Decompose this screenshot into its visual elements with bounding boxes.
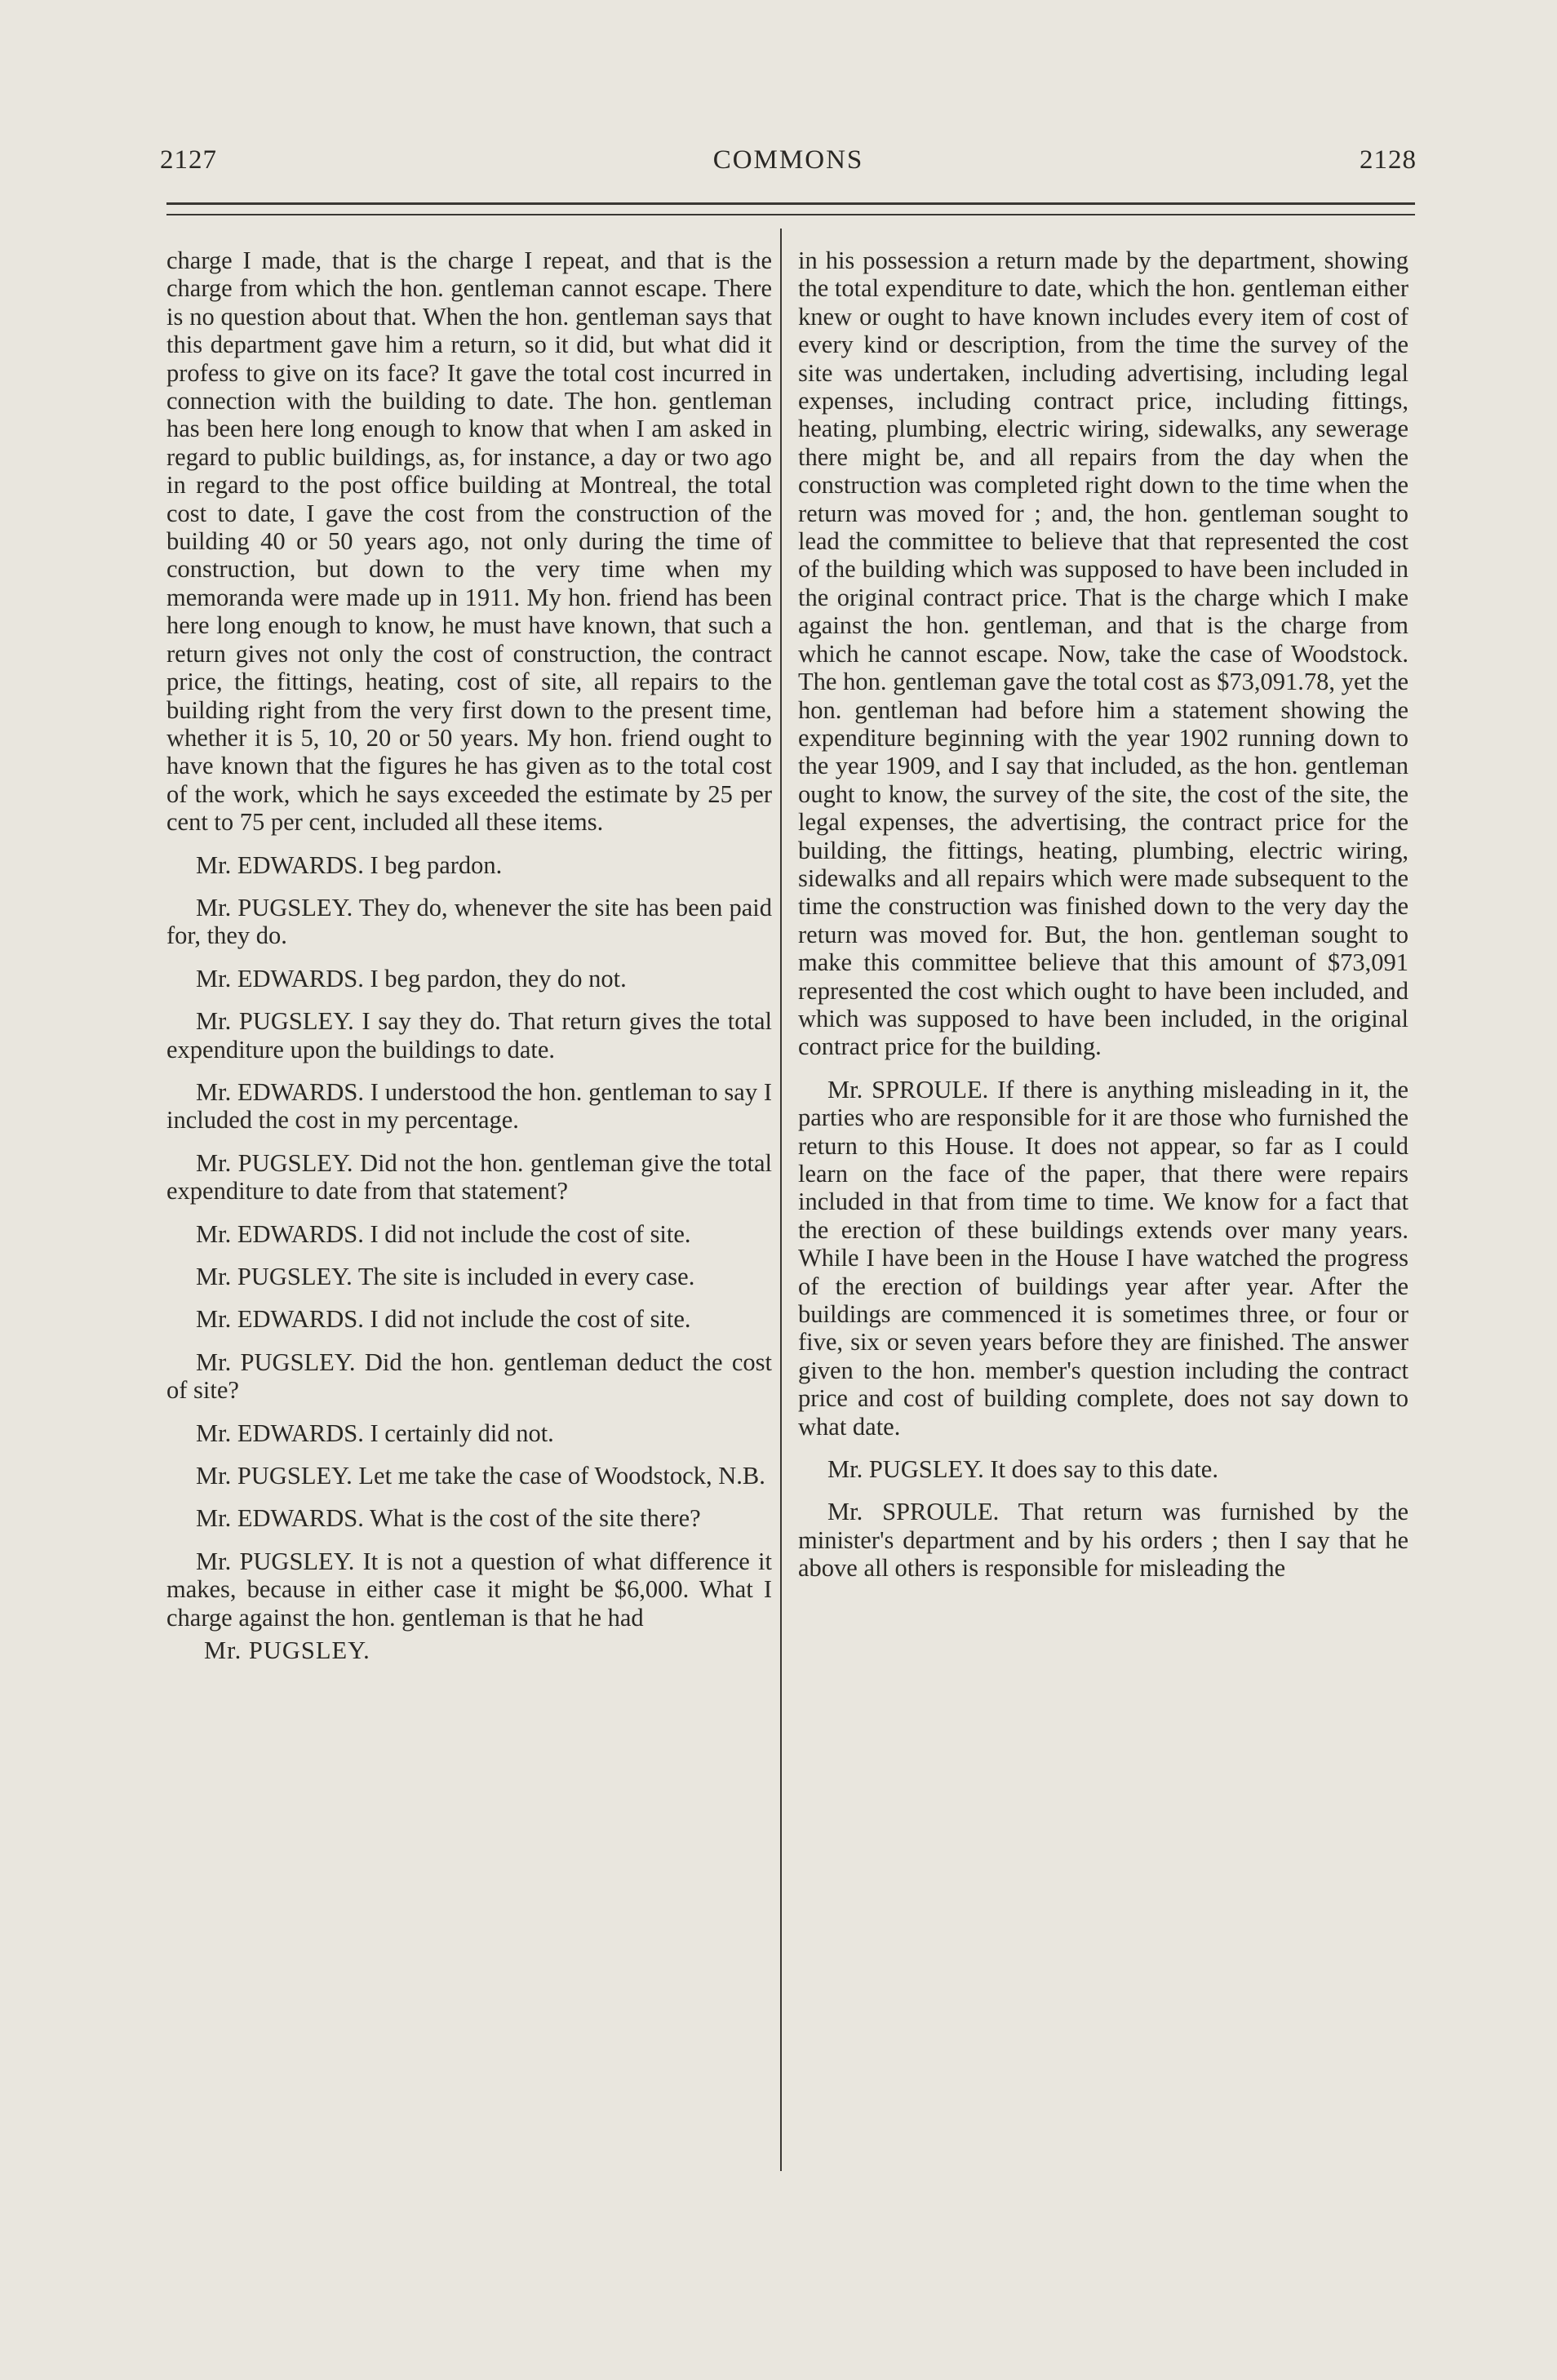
paragraph: Mr. PUGSLEY. Did not the hon. gentleman give the total expenditure to date from that statement? xyxy=(166,1148,772,1206)
paragraph: Mr. PUGSLEY. It does say to this date. xyxy=(827,1455,1218,1484)
paragraph: Mr. PUGSLEY. I say they do. That return gives the total expenditure upon the buildings to date. xyxy=(166,1007,772,1063)
header-rule-bottom xyxy=(166,214,1415,215)
page-title: COMMONS xyxy=(712,145,864,175)
paragraph: Mr. PUGSLEY. The site is included in every case. xyxy=(196,1263,695,1290)
paragraph: Mr. EDWARDS. I certainly did not. xyxy=(196,1419,554,1447)
page-number-left: 2127 xyxy=(160,145,217,175)
paragraph: Mr. EDWARDS. I did not include the cost of site. xyxy=(196,1305,691,1334)
paragraph: Mr. PUGSLEY. It is not a question of what difference it makes, because in either case it might be $6,000. What I charge against the hon. gentleman is that he had xyxy=(166,1547,772,1632)
paragraph: charge I made, that is the charge I repeat, and that is the charge from which the hon. gentleman cannot escape. There is no question about that. When the hon. gentleman says that this department gave him a return, so it did, but what did it profess to give on its face? It gave the total cost incurred in connection with the building to date. The hon. gentleman has been here long enough to know that when I am asked in regard to public buildings, as, for instance, a day or two ago in regard to the post office building at Montreal, the total cost to date, I gave the cost from the construction of the building 40 or 50 years ago, not only during the time of construction, but down to the very time when my memoranda were made up in 1911. My hon. friend has been here long enough to know, he must have known, that such a return gives not only the cost of construction, the contract price, the fittings, heating, cost of site, all repairs to the building right from the very first down to the present time, whether it is 5, 10, 20 or 50 years. My hon. friend ought to have known that the figures he has given as to the total cost of the work, which he says exceeded the estimate by 25 per cent to 75 per cent, included all these items. xyxy=(166,246,772,837)
paragraph: Mr. PUGSLEY. Did the hon. gentleman deduct the cost of site? xyxy=(166,1348,772,1405)
paragraph: Mr. EDWARDS. I beg pardon. xyxy=(196,850,503,879)
paragraph: Mr. PUGSLEY. Let me take the case of Woodstock, N.B. xyxy=(196,1462,765,1490)
right-column xyxy=(798,246,1408,1597)
running-header xyxy=(160,145,1417,186)
paragraph: Mr. EDWARDS. I did not include the cost of site. xyxy=(196,1219,691,1248)
paragraph: Mr. EDWARDS. I understood the hon. gentleman to say I included the cost in my percentage. xyxy=(166,1077,772,1134)
paragraph: Mr. EDWARDS. I beg pardon, they do not. xyxy=(196,964,627,992)
paragraph: Mr. SPROULE. If there is anything misleading in it, the parties who are responsible for it are those who furnished the return to this House. It does not appear, so far as I could learn on the face of the paper, that there were repairs included in that from time to time. We know for a fact that the erection of these buildings extends over many years. While I have been in the House I have watched the progress of the erection of buildings year after year. After the buildings are commenced it is sometimes three, or four or five, six or seven years before they are finished. The answer given to the hon. member's question including the contract price and cost of building complete, does not say down to what date. xyxy=(798,1075,1408,1441)
header-rule-top xyxy=(166,202,1415,205)
page-number-right: 2128 xyxy=(1360,145,1417,175)
paragraph: Mr. PUGSLEY. They do, whenever the site has been paid for, they do. xyxy=(166,893,772,950)
paragraph: Mr. SPROULE. That return was furnished by the minister's department and by his orders ; then I say that he above all others is responsible for misleading the xyxy=(798,1498,1408,1583)
catchword: Mr. PUGSLEY. xyxy=(204,1636,370,1665)
column-divider xyxy=(780,229,782,2171)
paragraph: Mr. EDWARDS. What is the cost of the site there? xyxy=(196,1504,701,1533)
left-column xyxy=(166,246,772,1664)
paragraph: in his possession a return made by the department, showing the total expenditure to date, which the hon. gentleman either knew or ought to have known includes every item of cost of every kind or description, from the time the survey of the site was undertaken, including advertising, including legal expenses, including contract price, including fittings, heating, plumbing, electric wiring, sidewalks, any sewerage there might be, and all repairs from the day when the construction was completed right down to the time when the return was moved for ; and, the hon. gentleman sought to lead the committee to believe that that represented the cost of the building which was supposed to have been included in the original contract price. That is the charge which I make against the hon. gentleman, and that is the charge from which he cannot escape. Now, take the case of Woodstock. The hon. gentleman gave the total cost as $73,091.78, yet the hon. gentleman had before him a statement showing the expenditure beginning with the year 1902 running down to the year 1909, and I say that included, as the hon. gentleman ought to know, the survey of the site, the cost of the site, the legal expenses, the advertising, the contract price for the building, the fittings, heating, plumbing, electric wiring, sidewalks and all repairs which were made subsequent to the time the construction was finished down to the very day the return was moved for. But, the hon. gentleman sought to make this committee believe that this amount of $73,091 represented the cost which ought to have been included, and which was supposed to have been included, in the original contract price for the building. xyxy=(798,246,1408,1061)
